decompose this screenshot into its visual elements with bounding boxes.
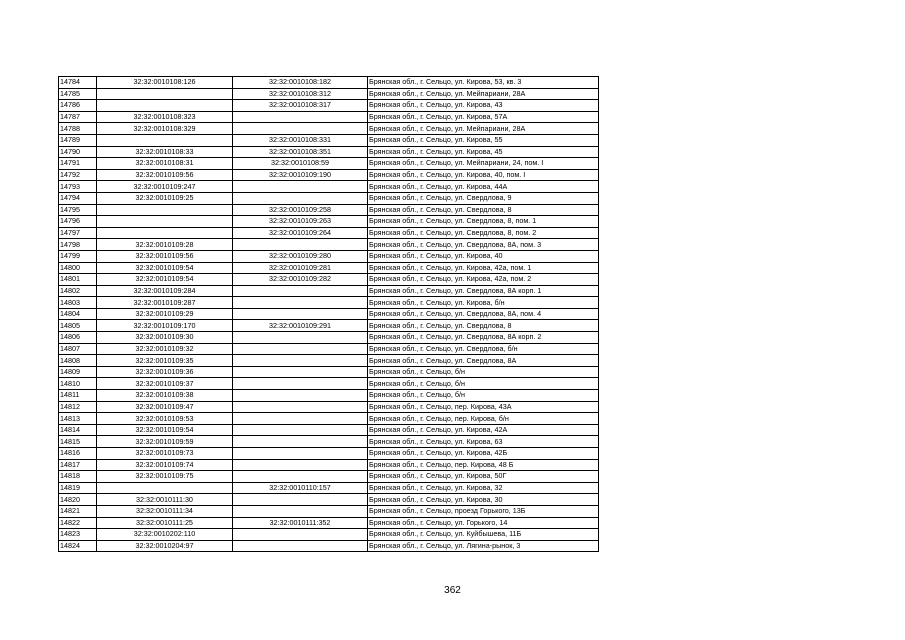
row-number-cell: 14784 xyxy=(59,77,97,89)
cadastral-number-cell xyxy=(97,216,233,228)
address-cell: Брянская обл., г. Сельцо, ул. Мейпариани, 28А xyxy=(368,88,599,100)
address-cell: Брянская обл., г. Сельцо, ул. Куйбышева, 11Б xyxy=(368,529,599,541)
row-number-cell: 14803 xyxy=(59,297,97,309)
table-row xyxy=(59,390,599,402)
related-cadastral-number-cell xyxy=(233,297,368,309)
row-number-cell: 14815 xyxy=(59,436,97,448)
related-cadastral-number-cell: 32:32:0010109:190 xyxy=(233,169,368,181)
row-number-cell: 14798 xyxy=(59,239,97,251)
table-row xyxy=(59,436,599,448)
address-cell: Брянская обл., г. Сельцо, ул. Свердлова, 8А корп. 2 xyxy=(368,332,599,344)
row-number-cell: 14797 xyxy=(59,227,97,239)
row-number-cell: 14791 xyxy=(59,158,97,170)
cadastral-number-cell xyxy=(97,134,233,146)
related-cadastral-number-cell: 32:32:0010109:281 xyxy=(233,262,368,274)
table-row xyxy=(59,216,599,228)
related-cadastral-number-cell xyxy=(233,448,368,460)
cadastral-number-cell: 32:32:0010109:53 xyxy=(97,413,233,425)
related-cadastral-number-cell: 32:32:0010108:312 xyxy=(233,88,368,100)
address-cell: Брянская обл., г. Сельцо, б/н xyxy=(368,390,599,402)
table-row xyxy=(59,285,599,297)
address-cell: Брянская обл., г. Сельцо, ул. Кирова, 44А xyxy=(368,181,599,193)
cadastral-number-cell: 32:32:0010109:74 xyxy=(97,459,233,471)
related-cadastral-number-cell xyxy=(233,111,368,123)
table-row xyxy=(59,505,599,517)
address-cell: Брянская обл., г. Сельцо, ул. Мейпариани, 24, пом. I xyxy=(368,158,599,170)
row-number-cell: 14799 xyxy=(59,250,97,262)
address-cell: Брянская обл., г. Сельцо, ул. Кирова, 55 xyxy=(368,134,599,146)
row-number-cell: 14786 xyxy=(59,100,97,112)
table-row xyxy=(59,100,599,112)
related-cadastral-number-cell xyxy=(233,355,368,367)
row-number-cell: 14796 xyxy=(59,216,97,228)
related-cadastral-number-cell xyxy=(233,343,368,355)
address-cell: Брянская обл., г. Сельцо, ул. Кирова, 63 xyxy=(368,436,599,448)
table-row xyxy=(59,366,599,378)
cadastral-number-cell: 32:32:0010111:34 xyxy=(97,505,233,517)
table-row xyxy=(59,378,599,390)
cadastral-number-cell: 32:32:0010109:284 xyxy=(97,285,233,297)
cadastral-number-cell: 32:32:0010108:126 xyxy=(97,77,233,89)
address-cell: Брянская обл., г. Сельцо, ул. Свердлова, 8А xyxy=(368,355,599,367)
related-cadastral-number-cell xyxy=(233,332,368,344)
table-row xyxy=(59,308,599,320)
cadastral-table xyxy=(58,76,599,552)
address-cell: Брянская обл., г. Сельцо, ул. Кирова, 42Б xyxy=(368,448,599,460)
related-cadastral-number-cell: 32:32:0010108:317 xyxy=(233,100,368,112)
related-cadastral-number-cell xyxy=(233,366,368,378)
cadastral-number-cell: 32:32:0010109:287 xyxy=(97,297,233,309)
table-row xyxy=(59,413,599,425)
related-cadastral-number-cell xyxy=(233,285,368,297)
row-number-cell: 14789 xyxy=(59,134,97,146)
row-number-cell: 14808 xyxy=(59,355,97,367)
address-cell: Брянская обл., г. Сельцо, ул. Кирова, 42а, пом. 1 xyxy=(368,262,599,274)
related-cadastral-number-cell: 32:32:0010108:331 xyxy=(233,134,368,146)
address-cell: Брянская обл., г. Сельцо, ул. Свердлова, 8, пом. 1 xyxy=(368,216,599,228)
address-cell: Брянская обл., г. Сельцо, ул. Свердлова, б/н xyxy=(368,343,599,355)
row-number-cell: 14816 xyxy=(59,448,97,460)
cadastral-number-cell: 32:32:0010109:28 xyxy=(97,239,233,251)
related-cadastral-number-cell: 32:32:0010109:291 xyxy=(233,320,368,332)
row-number-cell: 14821 xyxy=(59,505,97,517)
table-row xyxy=(59,262,599,274)
row-number-cell: 14822 xyxy=(59,517,97,529)
related-cadastral-number-cell xyxy=(233,529,368,541)
address-cell: Брянская обл., г. Сельцо, ул. Кирова, 50Г xyxy=(368,471,599,483)
address-cell: Брянская обл., г. Сельцо, б/н xyxy=(368,366,599,378)
related-cadastral-number-cell: 32:32:0010108:182 xyxy=(233,77,368,89)
cadastral-number-cell: 32:32:0010111:30 xyxy=(97,494,233,506)
address-cell: Брянская обл., г. Сельцо, ул. Свердлова, 8А, пом. 4 xyxy=(368,308,599,320)
cadastral-number-cell: 32:32:0010108:33 xyxy=(97,146,233,158)
row-number-cell: 14823 xyxy=(59,529,97,541)
address-cell: Брянская обл., г. Сельцо, ул. Кирова, 32 xyxy=(368,482,599,494)
address-cell: Брянская обл., г. Сельцо, ул. Кирова, 42А xyxy=(368,424,599,436)
table-row xyxy=(59,424,599,436)
related-cadastral-number-cell xyxy=(233,494,368,506)
address-cell: Брянская обл., г. Сельцо, ул. Свердлова, 8 xyxy=(368,204,599,216)
address-cell: Брянская обл., г. Сельцо, проезд Горького, 13Б xyxy=(368,505,599,517)
address-cell: Брянская обл., г. Сельцо, ул. Кирова, 53, кв. 3 xyxy=(368,77,599,89)
related-cadastral-number-cell xyxy=(233,401,368,413)
cadastral-number-cell: 32:32:0010202:110 xyxy=(97,529,233,541)
table-row xyxy=(59,88,599,100)
cadastral-number-cell: 32:32:0010109:38 xyxy=(97,390,233,402)
cadastral-number-cell xyxy=(97,100,233,112)
address-cell: Брянская обл., г. Сельцо, ул. Свердлова, 8 xyxy=(368,320,599,332)
address-cell: Брянская обл., г. Сельцо, ул. Кирова, 45 xyxy=(368,146,599,158)
row-number-cell: 14824 xyxy=(59,540,97,552)
related-cadastral-number-cell: 32:32:0010108:351 xyxy=(233,146,368,158)
related-cadastral-number-cell: 32:32:0010109:282 xyxy=(233,274,368,286)
cadastral-number-cell: 32:32:0010109:25 xyxy=(97,192,233,204)
table-row xyxy=(59,459,599,471)
cadastral-number-cell: 32:32:0010108:31 xyxy=(97,158,233,170)
related-cadastral-number-cell: 32:32:0010109:280 xyxy=(233,250,368,262)
table-row xyxy=(59,181,599,193)
related-cadastral-number-cell: 32:32:0010109:258 xyxy=(233,204,368,216)
table-row xyxy=(59,517,599,529)
cadastral-number-cell xyxy=(97,88,233,100)
related-cadastral-number-cell: 32:32:0010110:157 xyxy=(233,482,368,494)
row-number-cell: 14794 xyxy=(59,192,97,204)
related-cadastral-number-cell xyxy=(233,459,368,471)
row-number-cell: 14795 xyxy=(59,204,97,216)
cadastral-number-cell: 32:32:0010109:75 xyxy=(97,471,233,483)
table-row xyxy=(59,111,599,123)
table-row xyxy=(59,494,599,506)
table-row xyxy=(59,239,599,251)
address-cell: Брянская обл., г. Сельцо, ул. Кирова, 30 xyxy=(368,494,599,506)
row-number-cell: 14788 xyxy=(59,123,97,135)
row-number-cell: 14800 xyxy=(59,262,97,274)
row-number-cell: 14805 xyxy=(59,320,97,332)
cadastral-number-cell: 32:32:0010108:323 xyxy=(97,111,233,123)
address-cell: Брянская обл., г. Сельцо, ул. Горького, 14 xyxy=(368,517,599,529)
address-cell: Брянская обл., г. Сельцо, ул. Кирова, 40, пом. I xyxy=(368,169,599,181)
row-number-cell: 14809 xyxy=(59,366,97,378)
address-cell: Брянская обл., г. Сельцо, пер. Кирова, 43А xyxy=(368,401,599,413)
address-cell: Брянская обл., г. Сельцо, ул. Свердлова, 9 xyxy=(368,192,599,204)
address-cell: Брянская обл., г. Сельцо, ул. Кирова, б/н xyxy=(368,297,599,309)
address-cell: Брянская обл., г. Сельцо, ул. Мейпариани, 28А xyxy=(368,123,599,135)
address-cell: Брянская обл., г. Сельцо, ул. Кирова, 42а, пом. 2 xyxy=(368,274,599,286)
address-cell: Брянская обл., г. Сельцо, ул. Свердлова, 8А, пом. 3 xyxy=(368,239,599,251)
table-row xyxy=(59,204,599,216)
cadastral-number-cell xyxy=(97,204,233,216)
table-row xyxy=(59,158,599,170)
row-number-cell: 14802 xyxy=(59,285,97,297)
related-cadastral-number-cell: 32:32:0010109:263 xyxy=(233,216,368,228)
table-row xyxy=(59,134,599,146)
cadastral-number-cell: 32:32:0010109:35 xyxy=(97,355,233,367)
row-number-cell: 14810 xyxy=(59,378,97,390)
row-number-cell: 14817 xyxy=(59,459,97,471)
related-cadastral-number-cell: 32:32:0010111:352 xyxy=(233,517,368,529)
cadastral-number-cell xyxy=(97,227,233,239)
related-cadastral-number-cell xyxy=(233,505,368,517)
address-cell: Брянская обл., г. Сельцо, ул. Кирова, 57А xyxy=(368,111,599,123)
row-number-cell: 14819 xyxy=(59,482,97,494)
table-row xyxy=(59,77,599,89)
related-cadastral-number-cell: 32:32:0010108:59 xyxy=(233,158,368,170)
related-cadastral-number-cell xyxy=(233,413,368,425)
table-row xyxy=(59,529,599,541)
cadastral-number-cell: 32:32:0010109:170 xyxy=(97,320,233,332)
cadastral-number-cell: 32:32:0010109:56 xyxy=(97,169,233,181)
table-row xyxy=(59,297,599,309)
row-number-cell: 14793 xyxy=(59,181,97,193)
row-number-cell: 14790 xyxy=(59,146,97,158)
table-row xyxy=(59,355,599,367)
cadastral-number-cell: 32:32:0010109:54 xyxy=(97,424,233,436)
row-number-cell: 14813 xyxy=(59,413,97,425)
related-cadastral-number-cell xyxy=(233,540,368,552)
related-cadastral-number-cell xyxy=(233,471,368,483)
cadastral-number-cell xyxy=(97,482,233,494)
cadastral-number-cell: 32:32:0010109:32 xyxy=(97,343,233,355)
related-cadastral-number-cell xyxy=(233,181,368,193)
address-cell: Брянская обл., г. Сельцо, пер. Кирова, 48 Б xyxy=(368,459,599,471)
table-row xyxy=(59,250,599,262)
table-row xyxy=(59,320,599,332)
related-cadastral-number-cell xyxy=(233,424,368,436)
related-cadastral-number-cell xyxy=(233,390,368,402)
row-number-cell: 14787 xyxy=(59,111,97,123)
table-row xyxy=(59,274,599,286)
cadastral-number-cell: 32:32:0010204:97 xyxy=(97,540,233,552)
cadastral-number-cell: 32:32:0010109:73 xyxy=(97,448,233,460)
table-row xyxy=(59,227,599,239)
row-number-cell: 14812 xyxy=(59,401,97,413)
address-cell: Брянская обл., г. Сельцо, пер. Кирова, б/н xyxy=(368,413,599,425)
related-cadastral-number-cell: 32:32:0010109:264 xyxy=(233,227,368,239)
row-number-cell: 14804 xyxy=(59,308,97,320)
related-cadastral-number-cell xyxy=(233,123,368,135)
table-row xyxy=(59,332,599,344)
row-number-cell: 14807 xyxy=(59,343,97,355)
cadastral-number-cell: 32:32:0010109:247 xyxy=(97,181,233,193)
related-cadastral-number-cell xyxy=(233,192,368,204)
cadastral-number-cell: 32:32:0010109:29 xyxy=(97,308,233,320)
row-number-cell: 14818 xyxy=(59,471,97,483)
table-row xyxy=(59,448,599,460)
cadastral-number-cell: 32:32:0010111:25 xyxy=(97,517,233,529)
row-number-cell: 14785 xyxy=(59,88,97,100)
table-row xyxy=(59,401,599,413)
table-row xyxy=(59,343,599,355)
related-cadastral-number-cell xyxy=(233,239,368,251)
related-cadastral-number-cell xyxy=(233,378,368,390)
cadastral-number-cell: 32:32:0010109:54 xyxy=(97,274,233,286)
cadastral-number-cell: 32:32:0010109:47 xyxy=(97,401,233,413)
cadastral-number-cell: 32:32:0010109:30 xyxy=(97,332,233,344)
cadastral-number-cell: 32:32:0010109:54 xyxy=(97,262,233,274)
address-cell: Брянская обл., г. Сельцо, ул. Кирова, 43 xyxy=(368,100,599,112)
cadastral-number-cell: 32:32:0010109:59 xyxy=(97,436,233,448)
cadastral-number-cell: 32:32:0010108:329 xyxy=(97,123,233,135)
related-cadastral-number-cell xyxy=(233,436,368,448)
row-number-cell: 14792 xyxy=(59,169,97,181)
cadastral-number-cell: 32:32:0010109:37 xyxy=(97,378,233,390)
table-row xyxy=(59,169,599,181)
table-row xyxy=(59,540,599,552)
table-row xyxy=(59,471,599,483)
cadastral-number-cell: 32:32:0010109:36 xyxy=(97,366,233,378)
address-cell: Брянская обл., г. Сельцо, ул. Свердлова, 8А корп. 1 xyxy=(368,285,599,297)
table-row xyxy=(59,192,599,204)
row-number-cell: 14806 xyxy=(59,332,97,344)
table-body xyxy=(59,77,599,552)
table-row xyxy=(59,482,599,494)
row-number-cell: 14814 xyxy=(59,424,97,436)
row-number-cell: 14801 xyxy=(59,274,97,286)
table-row xyxy=(59,146,599,158)
table-row xyxy=(59,123,599,135)
cadastral-number-cell: 32:32:0010109:56 xyxy=(97,250,233,262)
row-number-cell: 14820 xyxy=(59,494,97,506)
address-cell: Брянская обл., г. Сельцо, б/н xyxy=(368,378,599,390)
related-cadastral-number-cell xyxy=(233,308,368,320)
row-number-cell: 14811 xyxy=(59,390,97,402)
page-number: 362 xyxy=(444,585,461,596)
address-cell: Брянская обл., г. Сельцо, ул. Лягина-рынок, 3 xyxy=(368,540,599,552)
address-cell: Брянская обл., г. Сельцо, ул. Свердлова, 8, пом. 2 xyxy=(368,227,599,239)
address-cell: Брянская обл., г. Сельцо, ул. Кирова, 40 xyxy=(368,250,599,262)
